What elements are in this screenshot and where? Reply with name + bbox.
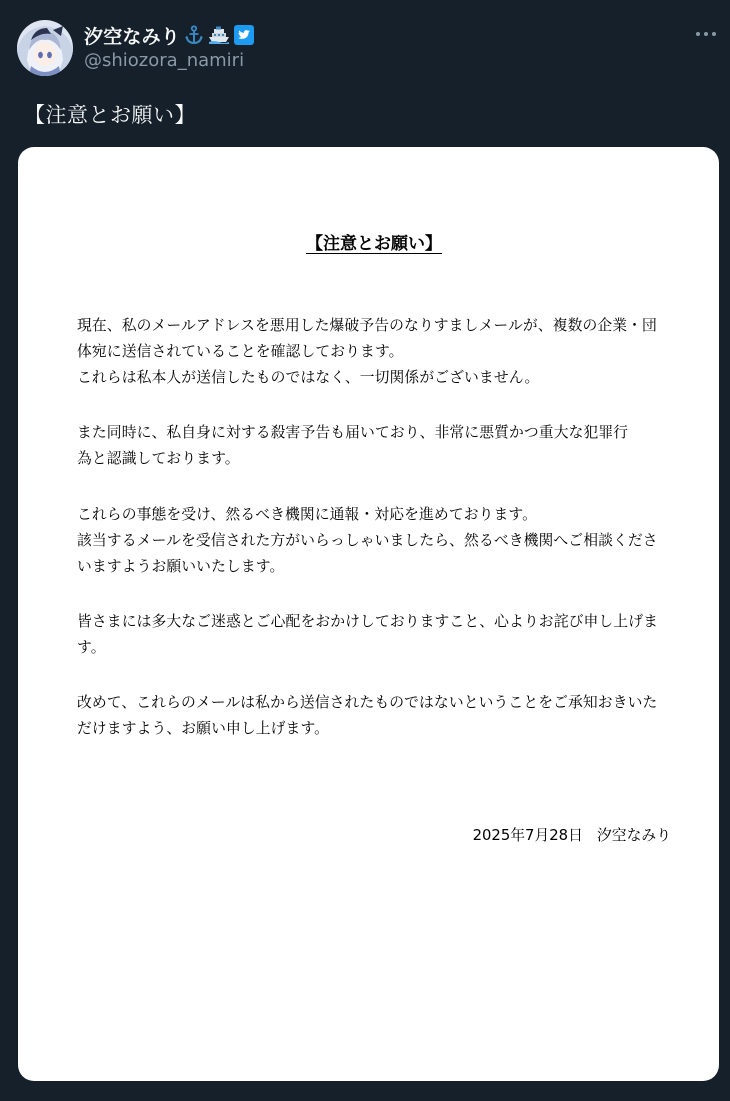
notice-line: いますようお願いいたします。 bbox=[77, 558, 285, 575]
notice-line: す。 bbox=[77, 639, 106, 656]
post-header bbox=[0, 0, 730, 90]
notice-line: これらの事態を受け、然るべき機関に通報・対応を進めております。 bbox=[77, 506, 538, 523]
notice-paragraph-3 bbox=[77, 502, 671, 580]
display-name[interactable]: 汐空なみり bbox=[84, 25, 181, 48]
notice-line: また同時に、私自身に対する殺害予告も届いており、非常に悪質かつ重大な犯罪行 bbox=[77, 424, 629, 441]
ship-emoji-icon bbox=[208, 24, 230, 46]
notice-line: 改めて、これらのメールは私から送信されたものではないということをご承知おきいた bbox=[77, 694, 658, 711]
name-row bbox=[84, 22, 255, 48]
notice-signature bbox=[473, 823, 671, 849]
author-info bbox=[84, 22, 255, 71]
notice-date: 2025年7月28日 bbox=[472, 827, 583, 844]
notice-line: 皆さまには多大なご迷惑とご心配をおかけしておりますこと、心よりお詫び申し上げま bbox=[77, 613, 658, 630]
post-text: 【注意とお願い】 bbox=[24, 103, 196, 127]
notice-line: 現在、私のメールアドレスを悪用した爆破予告のなりすましメールが、複数の企業・団 bbox=[77, 317, 657, 334]
notice-paragraph-4 bbox=[77, 609, 671, 661]
avatar[interactable] bbox=[17, 20, 73, 76]
post-image[interactable] bbox=[18, 147, 719, 1081]
notice-signature-name: 汐空なみり bbox=[597, 827, 671, 844]
notice-title: 【注意とお願い】 bbox=[306, 234, 442, 254]
notice-paragraph-1 bbox=[77, 313, 671, 391]
notice-line: 体宛に送信されていることを確認しております。 bbox=[77, 343, 404, 360]
twitter-bird-emoji-icon bbox=[233, 24, 255, 46]
notice-paragraph-5 bbox=[77, 690, 671, 742]
notice-paragraph-2 bbox=[77, 420, 671, 472]
author-handle[interactable]: @shiozora_namiri bbox=[84, 50, 245, 71]
avatar-image bbox=[17, 20, 73, 76]
notice-line: 該当するメールを受信された方がいらっしゃいましたら、然るべき機関へご相談くださ bbox=[77, 532, 658, 549]
notice-line: これらは私本人が送信したものではなく、一切関係がございません。 bbox=[77, 369, 540, 386]
more-options-button[interactable] bbox=[694, 24, 718, 44]
anchor-emoji-icon bbox=[183, 24, 205, 46]
more-horizontal-icon bbox=[695, 31, 717, 37]
notice-line: だけますよう、お願い申し上げます。 bbox=[77, 720, 330, 737]
notice-line: 為と認識しております。 bbox=[77, 450, 240, 467]
